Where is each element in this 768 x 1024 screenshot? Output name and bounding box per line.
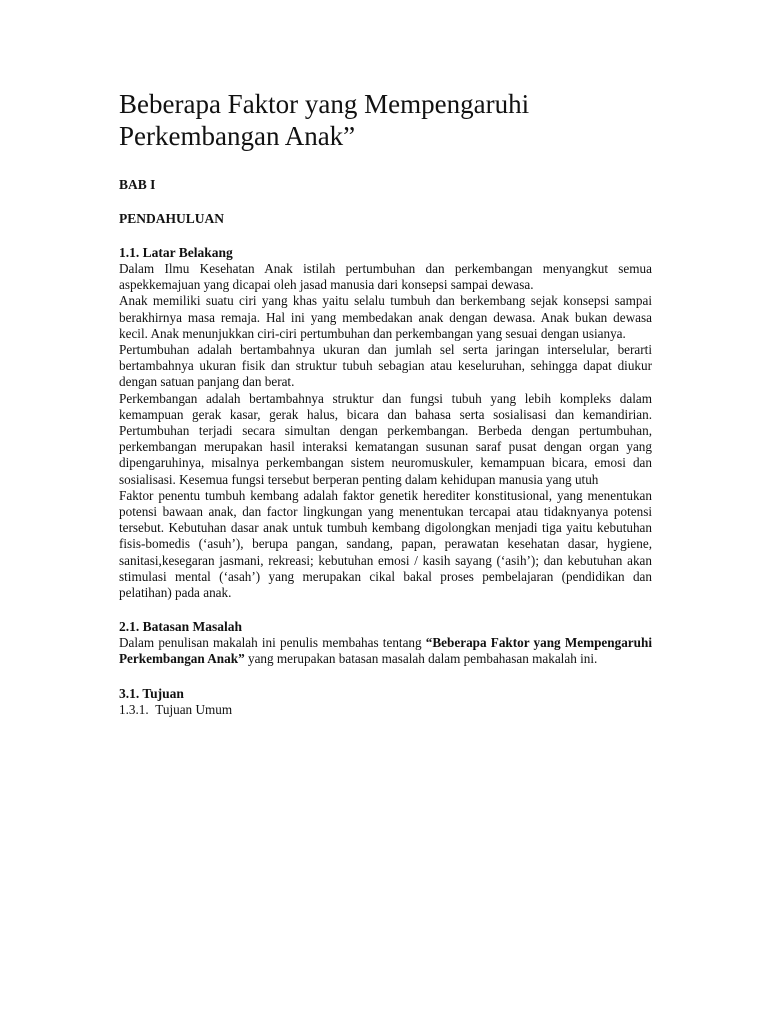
- paragraph: Anak memiliki suatu ciri yang khas yaitu selalu tumbuh dan berkembang sejak konsepsi sampai berakhirnya masa remaja. Hal ini yang membedakan anak dengan dewasa. Anak bukan dewasa kecil. Anak menunjukkan ciri-ciri pertumbuhan dan perkembangan yang sesuai dengan usianya.: [119, 293, 652, 341]
- paragraph: Pertumbuhan adalah bertambahnya ukuran dan jumlah sel serta jaringan interselular, berarti bertambahnya ukuran fisik dan struktur tubuh sebagian atau keseluruhan, sehingga dapat diukur dengan satuan panjang dan berat.: [119, 342, 652, 390]
- paragraph-text: Dalam penulisan makalah ini penulis membahas tentang: [119, 635, 426, 651]
- paragraph-batasan-masalah: [119, 635, 652, 667]
- paragraph: Dalam Ilmu Kesehatan Anak istilah pertumbuhan dan perkembangan menyangkut semua aspekkemajuan yang dicapai oleh jasad manusia dari konsepsi sampai dewasa.: [119, 261, 652, 293]
- section-heading-tujuan: 3.1. Tujuan: [119, 685, 184, 701]
- paragraph: Faktor penentu tumbuh kembang adalah faktor genetik herediter konstitusional, yang menentukan potensi bawaan anak, dan factor lingkungan yang menentukan tercapai atau tidaknyanya potensi tersebut. Kebutuhan dasar anak untuk tumbuh kembang digolongkan menjadi tiga yaitu kebutuhan fisis-bomedis (‘asuh’), berupa pangan, sandang, papan, perawatan kesehatan dasar, hygiene, sanitasi,kesegaran jasmani, rekreasi; kebutuhan emosi / kasih sayang (‘asih’); dan kebutuhan akan stimulasi mental (‘asah’) yang merupakan cikal bakal proses pembelajaran (pendidikan dan pelatihan) pada anak.: [119, 487, 652, 601]
- section-heading-latar-belakang: 1.1. Latar Belakang: [119, 245, 233, 260]
- bab-label: BAB I: [119, 177, 156, 192]
- paragraph: Perkembangan adalah bertambahnya struktur dan fungsi tubuh yang lebih kompleks dalam kemampuan gerak kasar, gerak halus, bicara dan bahasa serta sosialisasi dan kemandirian. Pertumbuhan terjadi secara simultan dengan perkembangan. Berbeda dengan pertumbuhan, perkembangan merupakan hasil interaksi kematangan susunan saraf pusat dengan organ yang dipengaruhinya, misalnya perkembangan sistem neuromuskuler, kemampuan bicara, emosi dan sosialisasi. Kesemua fungsi tersebut berperan penting dalam kehidupan manusia yang utuh: [119, 390, 652, 487]
- subheading-tujuan-umum: 1.3.1. Tujuan Umum: [119, 701, 233, 717]
- chapter-heading: PENDAHULUAN: [119, 211, 225, 226]
- section-heading-batasan-masalah: 2.1. Batasan Masalah: [119, 619, 243, 635]
- paragraph-emphasis: “Beberapa Faktor yang Mempengaruhi Perkembangan Anak”: [119, 635, 652, 667]
- document-content: [119, 88, 652, 718]
- document-title: Beberapa Faktor yang Mempengaruhi Perkembangan Anak”: [119, 89, 530, 151]
- paragraph-text: yang merupakan batasan masalah dalam pembahasan makalah ini.: [244, 651, 598, 667]
